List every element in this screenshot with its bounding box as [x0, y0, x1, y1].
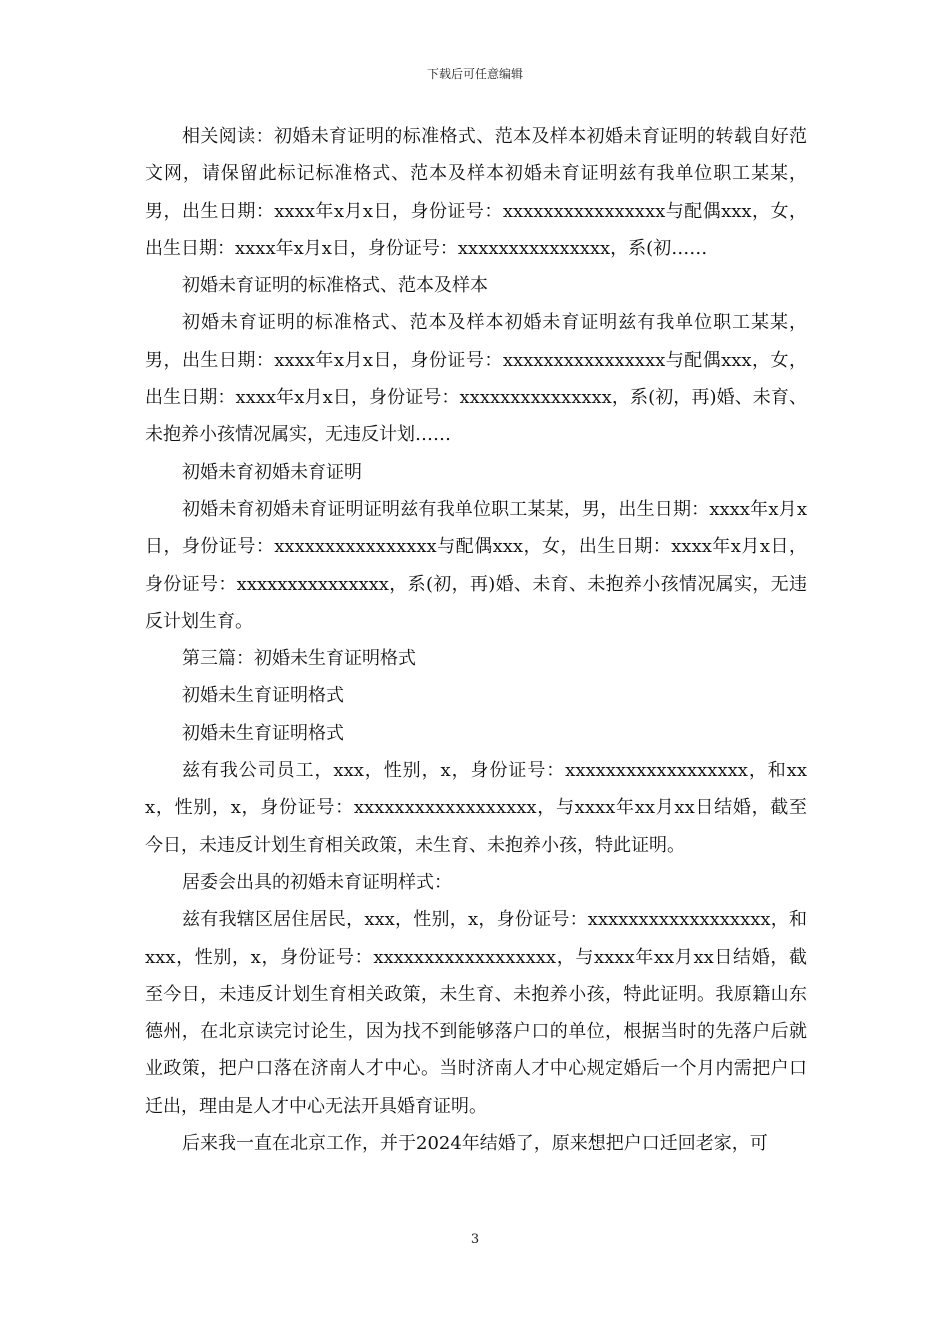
paragraph-related-reading: 相关阅读：初婚未育证明的标准格式、范本及样本初婚未育证明的转载自好范文网，请保留此标记标准格式、范本及样本初婚未育证明兹有我单位职工某某，男，出生日期：xxxx年x月x日，身份证号：xxxxxxxxxxxxxxxx与配偶xxx，女，出生日期：xxxx年x月x日，身份证号：xxxxxxxxxxxxxxx，系(初…… [145, 126, 807, 259]
paragraph: 兹有我辖区居住居民，xxx，性别，x，身份证号：xxxxxxxxxxxxxxxxxx，和xxx，性别，x，身份证号：xxxxxxxxxxxxxxxxxx，与xxxx年xx月xx日结婚，截至今日，未违反计划生育相关政策，未生育、未抱养小孩，特此证明。我原籍山东德州，在北京读完讨论生，因为找不到能够落户口的单位，根据当时的先落户后就业政策，把户口落在济南人才中心。当时济南人才中心规定婚后一个月内需把户口迁出，理由是人才中心无法开具婚育证明。 [145, 909, 807, 1117]
paragraph: 后来我一直在北京工作，并于2024年结婚了，原来想把户口迁回老家，可 [182, 1133, 768, 1155]
page-header: 下载后可任意编辑 [426, 67, 523, 81]
paragraph-heading: 居委会出具的初婚未育证明样式： [182, 871, 452, 893]
paragraph: 初婚未育证明的标准格式、范本及样本初婚未育证明兹有我单位职工某某，男，出生日期：xxxx年x月x日，身份证号：xxxxxxxxxxxxxxxx与配偶xxx，女，出生日期：xxxx年x月x日，身份证号：xxxxxxxxxxxxxxx，系(初，再)婚、未育、未抱养小孩情况属实，无违反计划…… [145, 312, 807, 446]
paragraph-heading: 初婚未育证明的标准格式、范本及样本 [182, 275, 488, 297]
document-body [145, 118, 807, 1162]
paragraph-heading: 初婚未育初婚未育证明 [182, 461, 362, 483]
paragraph-heading: 初婚未生育证明格式 [182, 685, 344, 707]
section-title: 第三篇：初婚未生育证明格式 [182, 648, 416, 670]
page-number: 3 [470, 1232, 480, 1247]
paragraph-heading: 初婚未生育证明格式 [182, 722, 344, 744]
paragraph: 兹有我公司员工，xxx，性别，x，身份证号：xxxxxxxxxxxxxxxxxx，和xxx，性别，x，身份证号：xxxxxxxxxxxxxxxxxx，与xxxx年xx月xx日结婚，截至今日，未违反计划生育相关政策，未生育、未抱养小孩，特此证明。 [145, 760, 807, 856]
paragraph: 初婚未育初婚未育证明证明兹有我单位职工某某，男，出生日期：xxxx年x月x日，身份证号：xxxxxxxxxxxxxxxx与配偶xxx，女，出生日期：xxxx年x月x日，身份证号：xxxxxxxxxxxxxxx，系(初，再)婚、未育、未抱养小孩情况属实，无违反计划生育。 [145, 498, 807, 632]
